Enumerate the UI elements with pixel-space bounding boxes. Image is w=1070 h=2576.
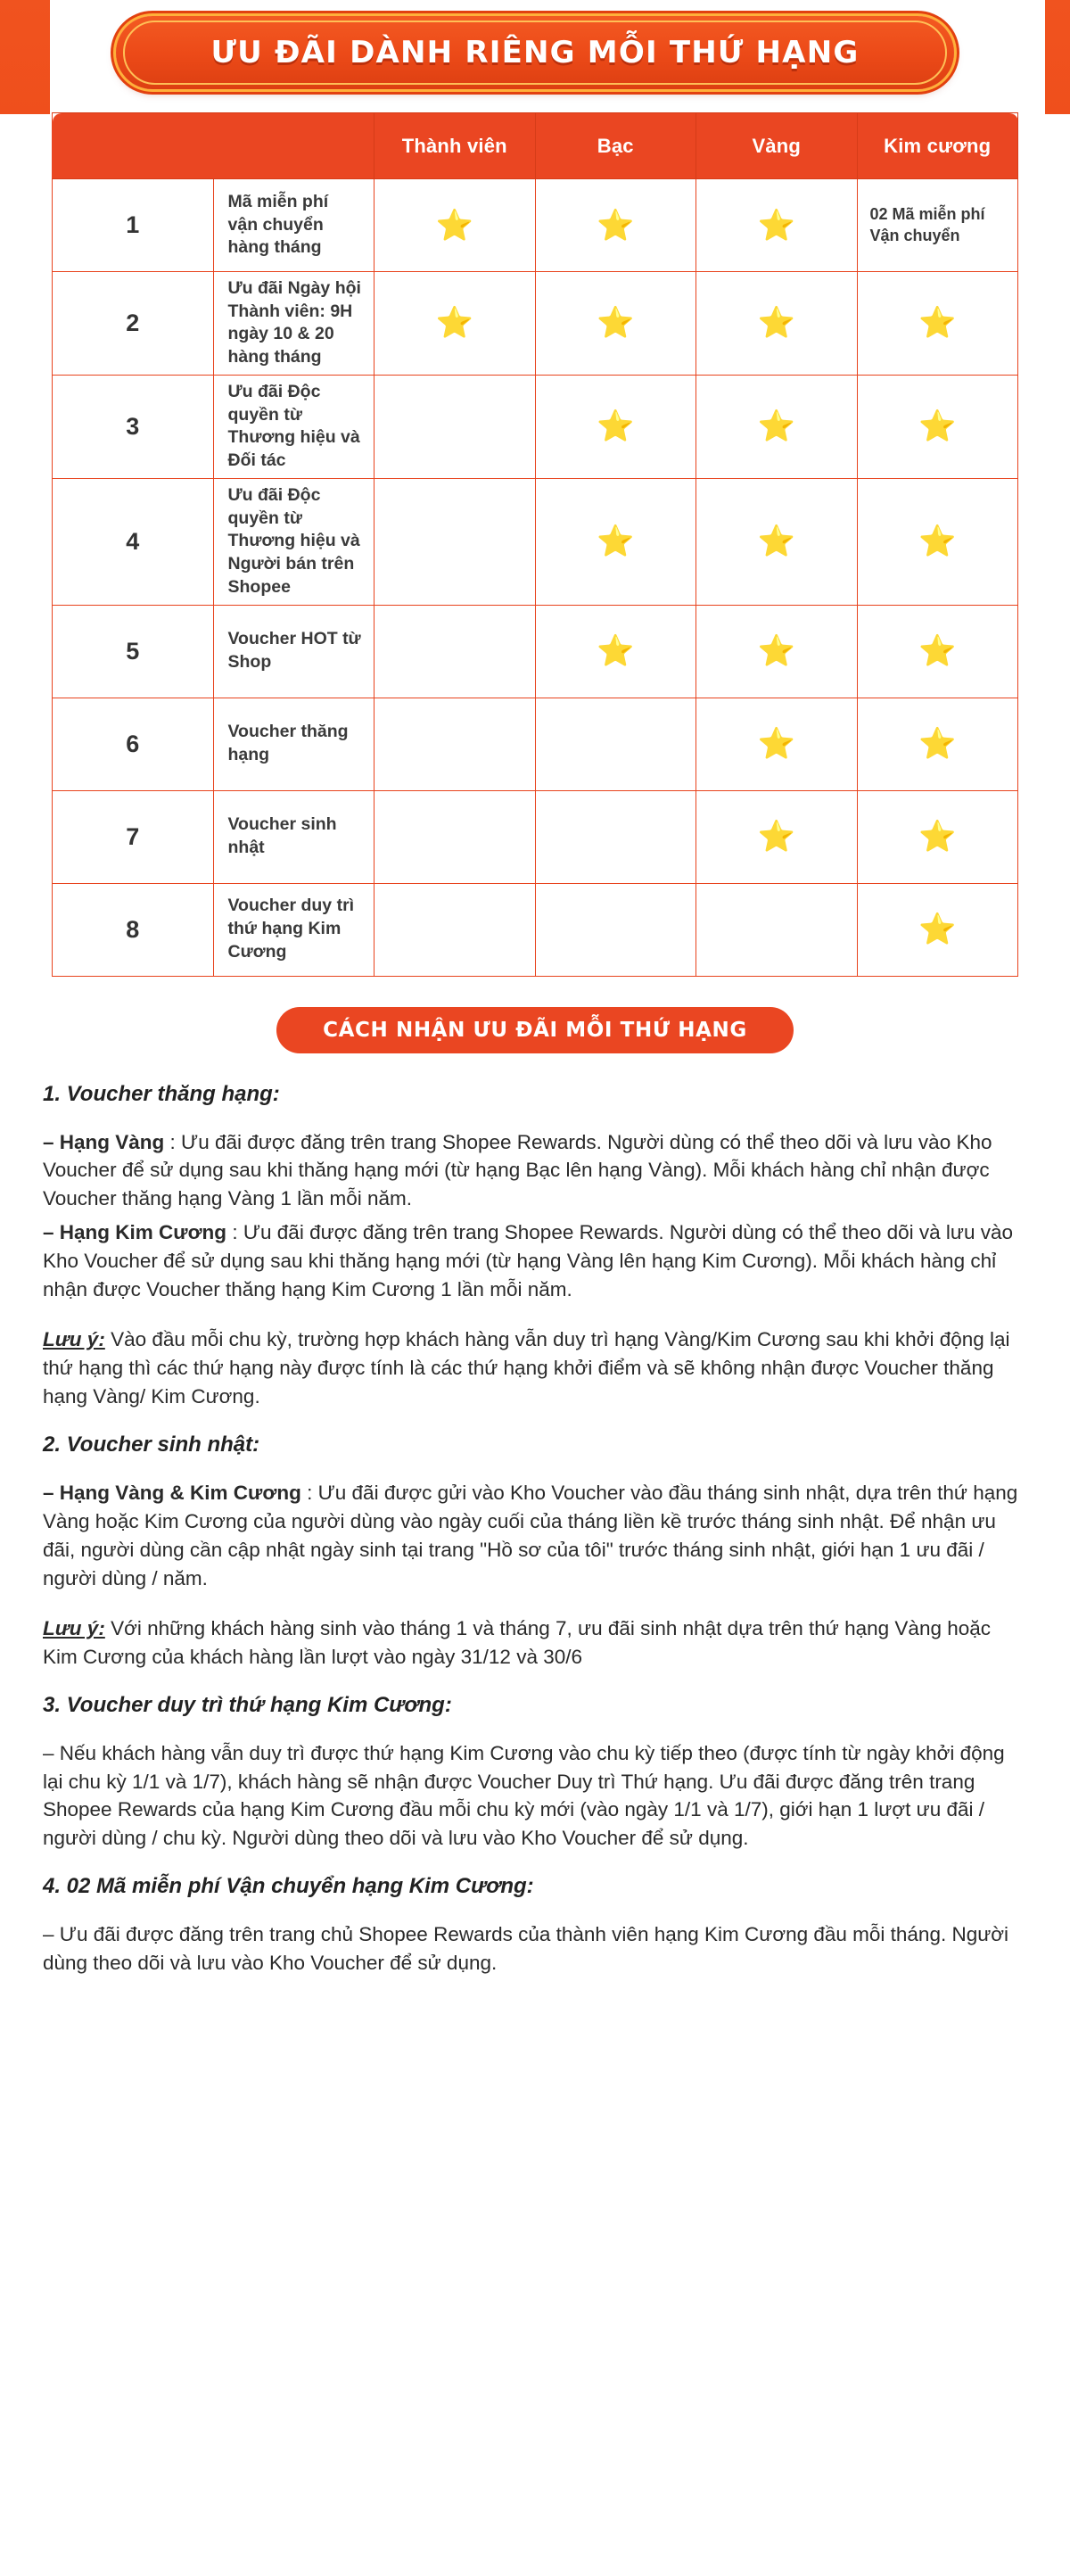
- star-icon: ⭐: [597, 634, 635, 669]
- table-body: [53, 179, 1018, 977]
- star-icon: ⭐: [597, 306, 635, 341]
- section-1-gold-paragraph: [43, 1128, 1027, 1214]
- star-icon: ⭐: [757, 409, 795, 444]
- cell-vang: [696, 883, 858, 976]
- benefits-table-zone: [0, 112, 1070, 977]
- col-header-kim-cuong: Kim cương: [857, 113, 1018, 179]
- cell-vang: [696, 605, 858, 698]
- cell-thanh-vien: [374, 478, 536, 605]
- page-title: ƯU ĐÃI DÀNH RIÊNG MỖI THỨ HẠNG: [210, 35, 860, 70]
- row-benefit-description: Voucher duy trì thứ hạng Kim Cương: [213, 883, 374, 976]
- star-icon: ⭐: [757, 306, 795, 341]
- section-2-body: : Ưu đãi được gửi vào Kho Voucher vào đầu tháng sinh nhật, dựa trên thứ hạng Vàng hoặc Kim Cương của người dùng vào ngày cuối của tháng liền kề trước tháng sinh nhật. Để nhận ưu đãi, người dùng cần cập nhật ngày sinh tại trang "Hồ sơ của tôi" trước tháng sinh nhật, giới hạn 1 ưu đãi / người dùng / năm.: [43, 1481, 1018, 1589]
- cell-vang: [696, 179, 858, 272]
- cell-kim-cuong: [857, 883, 1018, 976]
- cell-thanh-vien: [374, 790, 536, 883]
- row-benefit-description: Voucher sinh nhật: [213, 790, 374, 883]
- cell-kim-cuong-text: 02 Mã miễn phí Vận chuyển: [857, 179, 1018, 272]
- table-row: [53, 179, 1018, 272]
- table-row: [53, 478, 1018, 605]
- table-row: [53, 272, 1018, 376]
- cell-kim-cuong: [857, 698, 1018, 790]
- cell-vang: [696, 790, 858, 883]
- cell-kim-cuong: [857, 605, 1018, 698]
- gold-diamond-tier-label: – Hạng Vàng & Kim Cương: [43, 1481, 301, 1504]
- cell-bac: [535, 883, 696, 976]
- star-icon: ⭐: [757, 634, 795, 669]
- section-2-paragraph: [43, 1479, 1027, 1593]
- col-header-thanh-vien: Thành viên: [374, 113, 536, 179]
- section-4-body: – Ưu đãi được đăng trên trang chủ Shopee Rewards của thành viên hạng Kim Cương đầu mỗi tháng. Người dùng theo dõi và lưu vào Kho Voucher để sử dụng.: [43, 1923, 1009, 1975]
- cell-bac: [535, 179, 696, 272]
- diamond-tier-body: : Ưu đãi được đăng trên trang Shopee Rewards. Người dùng có thể theo dõi và lưu vào Kho Voucher để sử dụng sau khi thăng hạng mới (từ hạng Vàng lên hạng Kim Cương). Mỗi khách hàng chỉ nhận được Voucher thăng hạng Kim Cương 1 lần mỗi năm.: [43, 1221, 1013, 1301]
- note-body-2: Với những khách hàng sinh vào tháng 1 và tháng 7, ưu đãi sinh nhật dựa trên thứ hạng Vàng hoặc Kim Cương của khách hàng lần lượt vào ngày 31/12 và 30/6: [43, 1616, 992, 1668]
- section-3-body: – Nếu khách hàng vẫn duy trì được thứ hạng Kim Cương vào chu kỳ tiếp theo (được tính từ ngày khởi động lại chu kỳ 1/1 và 1/7), khách hàng sẽ nhận được Voucher Duy trì Thứ hạng. Ưu đãi được đăng trên trang Shopee Rewards của hạng Kim Cương đầu mỗi chu kỳ mới (vào ngày 1/1 và 1/7), giới hạn 1 lượt ưu đãi / người dùng / chu kỳ. Người dùng theo dõi và lưu vào Kho Voucher để sử dụng.: [43, 1741, 1005, 1850]
- cell-kim-cuong: [857, 478, 1018, 605]
- star-icon: ⭐: [757, 208, 795, 243]
- section-1-note: [43, 1325, 1027, 1411]
- col-header-blank: [53, 113, 374, 179]
- row-number: 6: [53, 698, 214, 790]
- table-row: [53, 375, 1018, 478]
- star-icon: ⭐: [757, 524, 795, 559]
- section-1-diamond-paragraph: [43, 1218, 1027, 1304]
- cell-thanh-vien: [374, 179, 536, 272]
- star-icon: ⭐: [435, 208, 473, 243]
- table-head: [53, 113, 1018, 179]
- table-row: [53, 698, 1018, 790]
- note-body: Vào đầu mỗi chu kỳ, trường hợp khách hàng vẫn duy trì hạng Vàng/Kim Cương sau khi khởi động lại thứ hạng thì các thứ hạng này được tính là các thứ hạng khởi điểm và sẽ không nhận được Voucher thăng hạng Vàng/ Kim Cương.: [43, 1328, 1010, 1408]
- section-banner-label: CÁCH NHẬN ƯU ĐÃI MỖI THỨ HẠNG: [276, 1007, 794, 1053]
- cell-kim-cuong: [857, 790, 1018, 883]
- star-icon: ⭐: [757, 820, 795, 855]
- star-icon: ⭐: [918, 820, 957, 855]
- section-2-heading: 2. Voucher sinh nhật:: [43, 1432, 260, 1457]
- cell-kim-cuong: [857, 375, 1018, 478]
- cell-vang: [696, 478, 858, 605]
- cell-vang: [696, 698, 858, 790]
- col-header-bac: Bạc: [535, 113, 696, 179]
- star-icon: ⭐: [597, 208, 635, 243]
- header-banner-pill: [116, 16, 954, 89]
- content-area: [0, 1082, 1070, 2027]
- gold-tier-label: – Hạng Vàng: [43, 1130, 165, 1153]
- cell-bac: [535, 272, 696, 376]
- table-row: [53, 883, 1018, 976]
- cell-bac: [535, 605, 696, 698]
- table-header-row: [53, 113, 1018, 179]
- cell-thanh-vien: [374, 375, 536, 478]
- row-benefit-description: Ưu đãi Độc quyền từ Thương hiệu và Đối tác: [213, 375, 374, 478]
- section-2-note: [43, 1614, 1027, 1672]
- cell-thanh-vien: [374, 272, 536, 376]
- cell-vang: [696, 272, 858, 376]
- row-benefit-description: Voucher thăng hạng: [213, 698, 374, 790]
- table-row: [53, 605, 1018, 698]
- cell-bac: [535, 790, 696, 883]
- section-3-heading: 3. Voucher duy trì thứ hạng Kim Cương:: [43, 1692, 452, 1717]
- section-1-heading: 1. Voucher thăng hạng:: [43, 1081, 280, 1106]
- star-icon: ⭐: [597, 409, 635, 444]
- row-number: 7: [53, 790, 214, 883]
- cell-bac: [535, 478, 696, 605]
- row-number: 2: [53, 272, 214, 376]
- star-icon: ⭐: [918, 524, 957, 559]
- row-number: 3: [53, 375, 214, 478]
- star-icon: ⭐: [918, 912, 957, 947]
- cell-thanh-vien: [374, 605, 536, 698]
- star-icon: ⭐: [435, 306, 473, 341]
- row-benefit-description: Voucher HOT từ Shop: [213, 605, 374, 698]
- cell-thanh-vien: [374, 883, 536, 976]
- row-benefit-description: Mã miễn phí vận chuyển hàng tháng: [213, 179, 374, 272]
- star-icon: ⭐: [597, 524, 635, 559]
- section-banner: [0, 977, 1070, 1077]
- star-icon: ⭐: [918, 409, 957, 444]
- cell-bac: [535, 375, 696, 478]
- star-icon: ⭐: [757, 727, 795, 762]
- cell-vang: [696, 375, 858, 478]
- diamond-tier-label: – Hạng Kim Cương: [43, 1221, 227, 1244]
- header-banner: [0, 0, 1070, 112]
- cell-bac: [535, 698, 696, 790]
- benefits-table: [52, 112, 1018, 977]
- note-label: Lưu ý:: [43, 1328, 105, 1351]
- row-number: 5: [53, 605, 214, 698]
- row-number: 4: [53, 478, 214, 605]
- row-benefit-description: Ưu đãi Độc quyền từ Thương hiệu và Người bán trên Shopee: [213, 478, 374, 605]
- note-label-2: Lưu ý:: [43, 1616, 105, 1639]
- star-icon: ⭐: [918, 634, 957, 669]
- section-4-heading: 4. 02 Mã miễn phí Vận chuyển hạng Kim Cương:: [43, 1874, 534, 1899]
- gold-tier-body: : Ưu đãi được đăng trên trang Shopee Rewards. Người dùng có thể theo dõi và lưu vào Kho Voucher để sử dụng sau khi thăng hạng mới (từ hạng Bạc lên hạng Vàng). Mỗi khách hàng chỉ nhận được Voucher thăng hạng Vàng 1 lần mỗi năm.: [43, 1130, 992, 1210]
- col-header-vang: Vàng: [696, 113, 858, 179]
- row-benefit-description: Ưu đãi Ngày hội Thành viên: 9H ngày 10 & 20 hàng tháng: [213, 272, 374, 376]
- cell-thanh-vien: [374, 698, 536, 790]
- star-icon: ⭐: [918, 727, 957, 762]
- table-row: [53, 790, 1018, 883]
- star-icon: ⭐: [918, 306, 957, 341]
- row-number: 8: [53, 883, 214, 976]
- cell-kim-cuong: [857, 272, 1018, 376]
- row-number: 1: [53, 179, 214, 272]
